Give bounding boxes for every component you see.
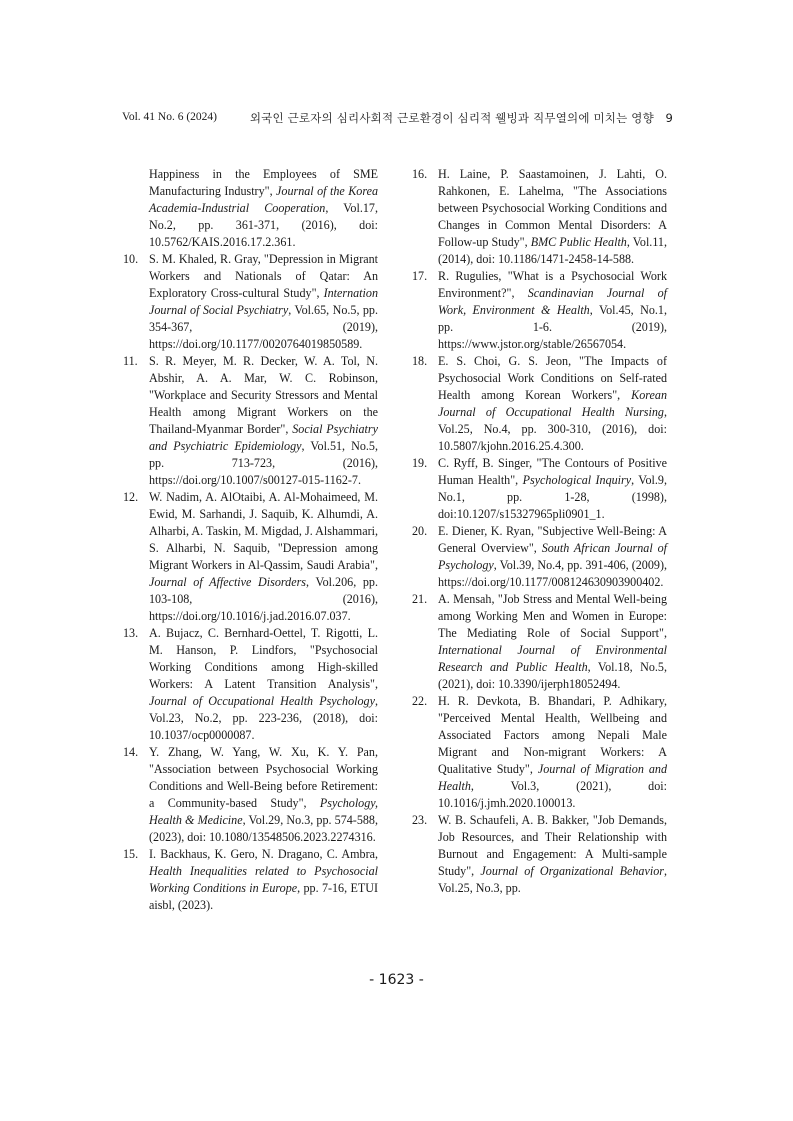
reference-number: 20. [412,524,428,538]
reference-entry [412,353,667,455]
header-page-number: 9 [665,111,673,125]
reference-text: H. R. Devkota, B. Bhandari, P. Adhikary, "Perceived Mental Health, Wellbeing and Associated Factors among Nepali Male Migrant and Non-migrant Workers: A Qualitative Study", Journal of Migration and Health, Vol.3, (2021), doi: 10.1016/j.jmh.2020.100013. [438,694,667,810]
reference-number: 15. [123,847,139,861]
reference-entry [123,846,378,914]
reference-entry [412,166,667,268]
reference-number: 18. [412,354,428,368]
reference-text: H. Laine, P. Saastamoinen, J. Lahti, O. Rahkonen, E. Lahelma, "The Associations between Psychosocial Working Conditions and Changes in Common Mental Disorders: A Follow-up Study", BMC Public Health, Vol.11, (2014), doi: 10.1186/1471-2458-14-588. [438,167,667,266]
journal-volume: Vol. 41 No. 6 (2024) [122,111,217,123]
references-left-column [123,166,378,914]
running-header [250,110,673,126]
reference-number: 19. [412,456,428,470]
reference-text: S. M. Khaled, R. Gray, "Depression in Migrant Workers and Nationals of Qatar: An Exploratory Cross-cultural Study", Internation Journal of Social Psychiatry, Vol.65, No.5, pp. 354-367, (2019), https://doi.org/10.1177/0020764019850589. [149,252,379,351]
reference-text: A. Bujacz, C. Bernhard-Oettel, T. Rigotti, L. M. Hanson, P. Lindfors, "Psychosocial Working Conditions among High-skilled Workers: A Latent Transition Analysis", Journal of Occupational Health Psychology, Vol.23, No.2, pp. 223-236, (2018), doi: 10.1037/ocp0000087. [149,626,378,742]
reference-entry [412,455,667,523]
reference-number: 11. [123,354,138,368]
reference-text: E. S. Choi, G. S. Jeon, "The Impacts of Psychosocial Work Conditions on Self-rated Health among Korean Workers", Korean Journal of Occupational Health Nursing, Vol.25, No.4, pp. 300-310, (2016), doi: 10.5807/kjohn.2016.25.4.300. [438,354,667,453]
reference-entry [412,591,667,693]
reference-text: R. Rugulies, "What is a Psychosocial Work Environment?", Scandinavian Journal of Work, Environment & Health, Vol.45, No.1, pp. 1-6. (2019), https://www.jstor.org/stable/26567054. [438,269,668,351]
reference-entry [412,523,667,591]
running-title: 외국인 근로자의 심리사회적 근로환경이 심리적 웰빙과 직무열의에 미치는 영향 [249,111,654,125]
reference-entry [412,693,667,812]
reference-number: 21. [412,592,428,606]
reference-text: E. Diener, K. Ryan, "Subjective Well-Being: A General Overview", South African Journal of Psychology, Vol.39, No.4, pp. 391-406, (2009), https://doi.org/10.1177/008124630903900402. [438,524,667,589]
reference-entry [123,744,378,846]
reference-number: 23. [412,813,428,827]
reference-number: 16. [412,167,428,181]
references-right-column [412,166,667,897]
reference-text: W. Nadim, A. AlOtaibi, A. Al-Mohaimeed, M. Ewid, M. Sarhandi, J. Saquib, K. Alhumdi, A. Alharbi, A. Taskin, M. Migdad, J. Alshammari, S. Alharbi, N. Saquib, "Depression among Migrant Workers in Al-Qassim, Saudi Arabia", Journal of Affective Disorders, Vol.206, pp. 103-108, (2016), https://doi.org/10.1016/j.jad.2016.07.037. [149,490,378,623]
reference-entry [412,812,667,897]
page-number-footer: - 1623 - [369,972,424,988]
reference-entry [123,625,378,744]
reference-text: C. Ryff, B. Singer, "The Contours of Positive Human Health", Psychological Inquiry, Vol.9, No.1, pp. 1-28, (1998), doi:10.1207/s15327965pli0901_1. [438,456,667,521]
reference-entry [123,489,378,625]
reference-number: 22. [412,694,428,708]
reference-entry [123,353,378,489]
reference-text: A. Mensah, "Job Stress and Mental Well-being among Working Men and Women in Europe: The Mediating Role of Social Support", International Journal of Environmental Research and Public Health, Vol.18, No.5, (2021), doi: 10.3390/ijerph18052494. [438,592,667,691]
reference-text: S. R. Meyer, M. R. Decker, W. A. Tol, N. Abshir, A. A. Mar, W. C. Robinson, "Workplace and Security Stressors and Mental Health among Migrant Workers on the Thailand-Myanmar Border", Social Psychiatry and Psychiatric Epidemiology, Vol.51, No.5, pp. 713-723, (2016), https://doi.org/10.1007/s00127-015-1162-7. [149,354,379,487]
reference-entry [412,268,667,353]
reference-text: Y. Zhang, W. Yang, W. Xu, K. Y. Pan, "Association between Psychosocial Working Conditions and Well-Being before Retirement: a Community-based Study", Psychology, Health & Medicine, Vol.29, No.3, pp. 574-588, (2023), doi: 10.1080/13548506.2023.2274316. [149,745,378,844]
reference-entry [123,166,378,251]
reference-number: 14. [123,745,139,759]
reference-text: W. B. Schaufeli, A. B. Bakker, "Job Demands, Job Resources, and Their Relationship with Burnout and Engagement: A Multi-sample Study", Journal of Organizational Behavior, Vol.25, No.3, pp. [438,813,667,895]
reference-text: I. Backhaus, K. Gero, N. Dragano, C. Ambra, Health Inequalities related to Psychosocial Working Conditions in Europe, pp. 7-16, ETUI aisbl, (2023). [149,847,378,912]
reference-number: 12. [123,490,139,504]
reference-number: 17. [412,269,428,283]
reference-number [123,166,149,251]
reference-number: 10. [123,252,139,266]
reference-number: 13. [123,626,139,640]
reference-entry [123,251,378,353]
reference-text: Happiness in the Employees of SME Manufacturing Industry", Journal of the Korea Academia-Industrial Cooperation, Vol.17, No.2, pp. 361-371, (2016), doi: 10.5762/KAIS.2016.17.2.361. [149,167,378,249]
